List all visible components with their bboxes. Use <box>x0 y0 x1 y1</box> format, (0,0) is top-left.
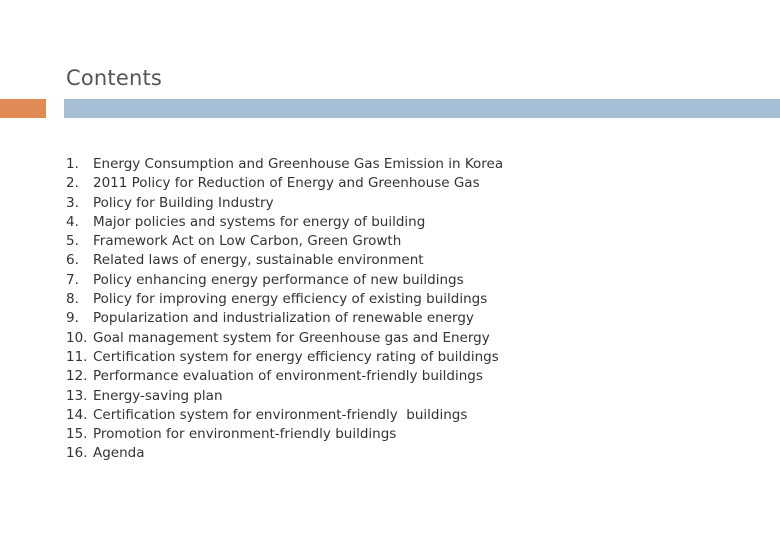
contents-item-10 <box>66 329 503 348</box>
contents-item-15 <box>66 425 503 444</box>
item-number: 3. <box>66 194 79 211</box>
item-text: Goal management system for Greenhouse gas and Energy <box>93 329 490 346</box>
title-divider-bar <box>64 99 780 118</box>
item-text: Major policies and systems for energy of building <box>93 213 426 230</box>
contents-item-11 <box>66 348 503 367</box>
item-text: Policy for Building Industry <box>93 194 274 211</box>
item-number: 4. <box>66 213 79 230</box>
item-text: Policy for improving energy efficiency of existing buildings <box>93 291 488 308</box>
item-number: 12. <box>66 368 88 385</box>
item-number: 14. <box>66 406 88 423</box>
item-number: 1. <box>66 156 79 172</box>
item-number: 8. <box>66 291 79 308</box>
item-text: Performance evaluation of environment-friendly buildings <box>93 368 483 385</box>
item-number: 5. <box>66 233 79 250</box>
item-text: 2011 Policy for Reduction of Energy and Greenhouse Gas <box>93 175 480 192</box>
contents-item-3 <box>66 194 503 213</box>
item-number: 2. <box>66 175 79 192</box>
title-accent-bar <box>0 99 46 118</box>
contents-item-12 <box>66 367 503 386</box>
contents-item-9 <box>66 309 503 328</box>
item-text: Policy enhancing energy performance of new buildings <box>93 271 464 288</box>
contents-item-16 <box>66 444 503 463</box>
contents-item-7 <box>66 271 503 290</box>
item-number: 9. <box>66 310 79 327</box>
contents-item-1 <box>66 155 503 174</box>
contents-item-6 <box>66 251 503 270</box>
item-number: 11. <box>66 348 88 365</box>
item-text: Certification system for environment-friendly buildings <box>93 406 468 423</box>
item-number: 6. <box>66 252 79 269</box>
item-text: Related laws of energy, sustainable environment <box>93 252 424 269</box>
item-text: Popularization and industrialization of renewable energy <box>93 310 474 327</box>
contents-item-13 <box>66 387 503 406</box>
item-number: 15. <box>66 426 88 443</box>
item-number: 7. <box>66 271 79 288</box>
contents-item-8 <box>66 290 503 309</box>
item-text: Promotion for environment-friendly buildings <box>93 426 397 443</box>
contents-item-4 <box>66 213 503 232</box>
contents-list <box>66 155 503 464</box>
contents-item-14 <box>66 406 503 425</box>
contents-item-2 <box>66 174 503 193</box>
item-text: Energy Consumption and Greenhouse Gas Emission in Korea <box>93 156 504 172</box>
item-text: Energy-saving plan <box>93 387 223 404</box>
item-text: Certification system for energy efficiency rating of buildings <box>93 348 499 365</box>
item-number: 10. <box>66 329 88 346</box>
item-number: 16. <box>66 445 88 462</box>
item-text: Agenda <box>93 445 145 462</box>
item-number: 13. <box>66 387 88 404</box>
contents-item-5 <box>66 232 503 251</box>
item-text: Framework Act on Low Carbon, Green Growth <box>93 233 402 250</box>
slide-title: Contents <box>66 66 163 90</box>
